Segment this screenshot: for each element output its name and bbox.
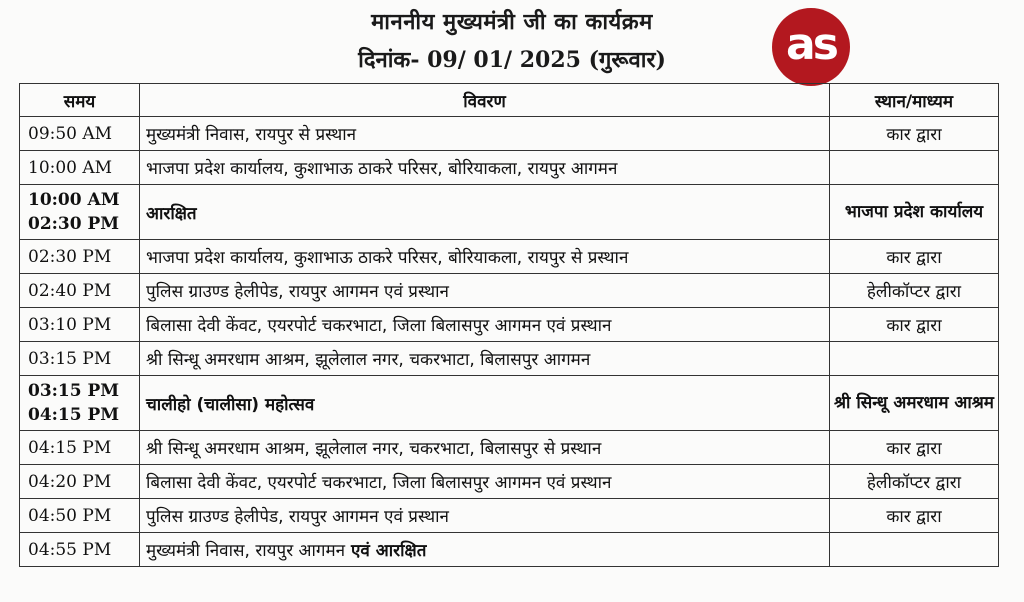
row-details-bold-text: एवं आरक्षित xyxy=(345,541,427,561)
table-row xyxy=(20,117,999,151)
row-place: कार द्वारा xyxy=(830,308,999,342)
header-details: विवरण xyxy=(140,84,830,117)
row-time: 04:50 PM xyxy=(20,499,140,533)
row-place: कार द्वारा xyxy=(830,240,999,274)
row-place xyxy=(830,342,999,376)
row-time: 10:00 AM xyxy=(20,151,140,185)
row-time: 04:20 PM xyxy=(20,465,140,499)
row-time-end: 02:30 PM xyxy=(28,214,120,234)
row-place: कार द्वारा xyxy=(830,431,999,465)
row-time: 02:40 PM xyxy=(20,274,140,308)
row-time: 02:30 PM xyxy=(20,240,140,274)
table-row xyxy=(20,533,999,567)
row-time: 03:10 PM xyxy=(20,308,140,342)
table-row xyxy=(20,151,999,185)
row-time: 04:15 PM xyxy=(20,431,140,465)
row-details: पुलिस ग्राउण्ड हेलीपेड, रायपुर आगमन एवं प्रस्थान xyxy=(140,274,830,308)
header-place: स्थान/माध्यम xyxy=(830,84,999,117)
table-row xyxy=(20,431,999,465)
row-place: हेलीकॉप्टर द्वारा xyxy=(830,274,999,308)
row-details: चालीहो (चालीसा) महोत्सव xyxy=(140,376,830,431)
row-details: श्री सिन्धू अमरधाम आश्रम, झूलेलाल नगर, चकरभाटा, बिलासपुर आगमन xyxy=(140,342,830,376)
row-details: मुख्यमंत्री निवास, रायपुर से प्रस्थान xyxy=(140,117,830,151)
row-place: हेलीकॉप्टर द्वारा xyxy=(830,465,999,499)
row-place: कार द्वारा xyxy=(830,499,999,533)
row-time-start: 10:00 AM xyxy=(28,190,120,210)
row-time: 09:50 AM xyxy=(20,117,140,151)
table-row xyxy=(20,308,999,342)
row-details: पुलिस ग्राउण्ड हेलीपेड, रायपुर आगमन एवं प्रस्थान xyxy=(140,499,830,533)
table-row xyxy=(20,274,999,308)
table-row xyxy=(20,376,999,431)
site-logo xyxy=(772,8,850,86)
row-time-range xyxy=(20,376,140,431)
table-row xyxy=(20,240,999,274)
row-place: कार द्वारा xyxy=(830,117,999,151)
row-place: भाजपा प्रदेश कार्यालय xyxy=(830,185,999,240)
row-place xyxy=(830,151,999,185)
row-place: श्री सिन्धू अमरधाम आश्रम xyxy=(830,376,999,431)
row-details-text: मुख्यमंत्री निवास, रायपुर आगमन xyxy=(146,541,346,561)
header-time: समय xyxy=(20,84,140,117)
row-time-end: 04:15 PM xyxy=(28,405,120,425)
table-row xyxy=(20,465,999,499)
page-title: माननीय मुख्यमंत्री जी का कार्यक्रम xyxy=(371,9,653,35)
row-details: आरक्षित xyxy=(140,185,830,240)
row-place xyxy=(830,533,999,567)
logo-text: as xyxy=(786,18,836,70)
row-details: भाजपा प्रदेश कार्यालय, कुशाभाऊ ठाकरे परिसर, बोरियाकला, रायपुर से प्रस्थान xyxy=(140,240,830,274)
row-time: 04:55 PM xyxy=(20,533,140,567)
row-details: बिलासा देवी केंवट, एयरपोर्ट चकरभाटा, जिला बिलासपुर आगमन एवं प्रस्थान xyxy=(140,465,830,499)
row-time: 03:15 PM xyxy=(20,342,140,376)
table-row xyxy=(20,185,999,240)
date-line: दिनांक- 09/ 01/ 2025 (गुरूवार) xyxy=(358,47,666,73)
schedule-table xyxy=(19,83,999,567)
table-row xyxy=(20,342,999,376)
table-row xyxy=(20,499,999,533)
row-time-range xyxy=(20,185,140,240)
row-details: भाजपा प्रदेश कार्यालय, कुशाभाऊ ठाकरे परिसर, बोरियाकला, रायपुर आगमन xyxy=(140,151,830,185)
row-details: श्री सिन्धू अमरधाम आश्रम, झूलेलाल नगर, चकरभाटा, बिलासपुर से प्रस्थान xyxy=(140,431,830,465)
row-details xyxy=(140,533,830,567)
row-details: बिलासा देवी केंवट, एयरपोर्ट चकरभाटा, जिला बिलासपुर आगमन एवं प्रस्थान xyxy=(140,308,830,342)
table-header-row xyxy=(20,84,999,117)
row-time-start: 03:15 PM xyxy=(28,381,120,401)
